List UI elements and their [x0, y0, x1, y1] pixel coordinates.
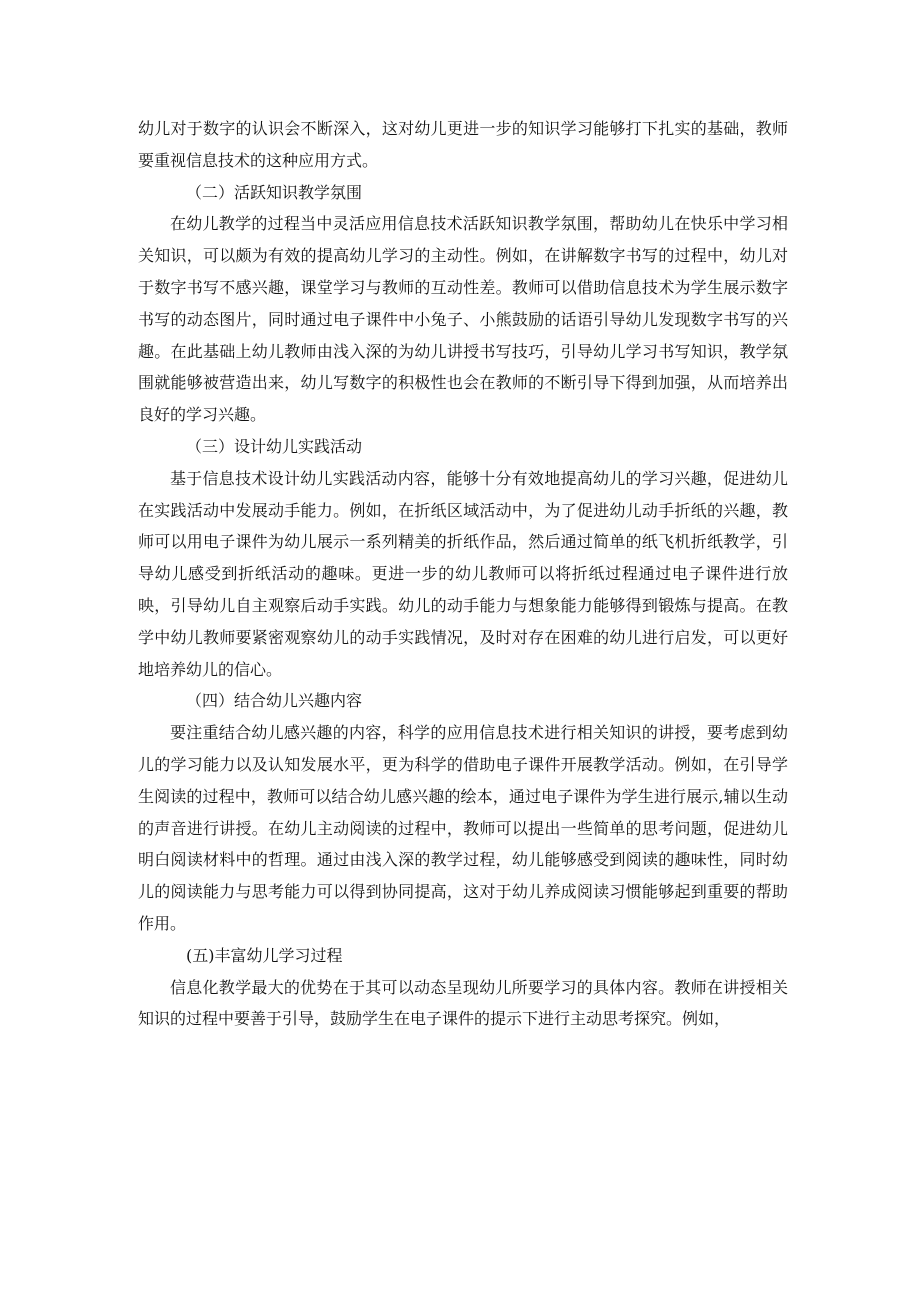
section-heading: （三）设计幼儿实践活动 — [186, 436, 363, 456]
section-heading: （二）活跃知识教学氛围 — [186, 182, 363, 202]
section-heading: (五)丰富幼儿学习过程 — [186, 945, 343, 965]
document-page — [138, 113, 788, 1035]
body-paragraph: 基于信息技术设计幼儿实践活动内容，能够十分有效地提高幼儿的学习兴趣，促进幼儿在实践活动中发展动手能力。例如，在折纸区域活动中，为了促进幼儿动手折纸的兴趣，教师可以用电子课件为幼儿展示一系列精美的折纸作品，然后通过简单的纸飞机折纸教学，引导幼儿感受到折纸活动的趣味。更进一步的幼儿教师可以将折纸过程通过电子课件进行放映，引导幼儿自主观察后动手实践。幼儿的动手能力与想象能力能够得到锻炼与提高。在教学中幼儿教师要紧密观察幼儿的动手实践情况，及时对存在困难的幼儿进行启发，可以更好地培养幼儿的信心。 — [138, 468, 788, 679]
body-paragraph: 幼儿对于数字的认识会不断深入，这对幼儿更进一步的知识学习能够打下扎实的基础，教师要重视信息技术的这种应用方式。 — [138, 119, 788, 170]
body-paragraph: 要注重结合幼儿感兴趣的内容，科学的应用信息技术进行相关知识的讲授，要考虑到幼儿的学习能力以及认知发展水平，更为科学的借助电子课件开展教学活动。例如，在引导学生阅读的过程中，教师可以结合幼儿感兴趣的绘本，通过电子课件为学生进行展示,辅以生动的声音进行讲授。在幼儿主动阅读的过程中，教师可以提出一些简单的思考问题，促进幼儿明白阅读材料中的哲理。通过由浅入深的教学过程，幼儿能够感受到阅读的趣味性，同时幼儿的阅读能力与思考能力可以得到协同提高，这对于幼儿养成阅读习惯能够起到重要的帮助作用。 — [138, 723, 788, 933]
section-heading: （四）结合幼儿兴趣内容 — [186, 691, 363, 711]
body-paragraph: 信息化教学最大的优势在于其可以动态呈现幼儿所要学习的具体内容。教师在讲授相关知识的过程中要善于引导，鼓励学生在电子课件的提示下进行主动思考探究。例如， — [138, 977, 788, 1029]
body-paragraph: 在幼儿教学的过程当中灵活应用信息技术活跃知识教学氛围，帮助幼儿在快乐中学习相关知识，可以颇为有效的提高幼儿学习的主动性。例如，在讲解数字书写的过程中，幼儿对于数字书写不感兴趣，课堂学习与教师的互动性差。教师可以借助信息技术为学生展示数字书写的动态图片，同时通过电子课件中小兔子、小熊鼓励的话语引导幼儿发现数字书写的兴趣。在此基础上幼儿教师由浅入深的为幼儿讲授书写技巧，引导幼儿学习书写知识，教学氛围就能够被营造出来，幼儿写数字的积极性也会在教师的不断引导下得到加强，从而培养出良好的学习兴趣。 — [138, 214, 788, 425]
